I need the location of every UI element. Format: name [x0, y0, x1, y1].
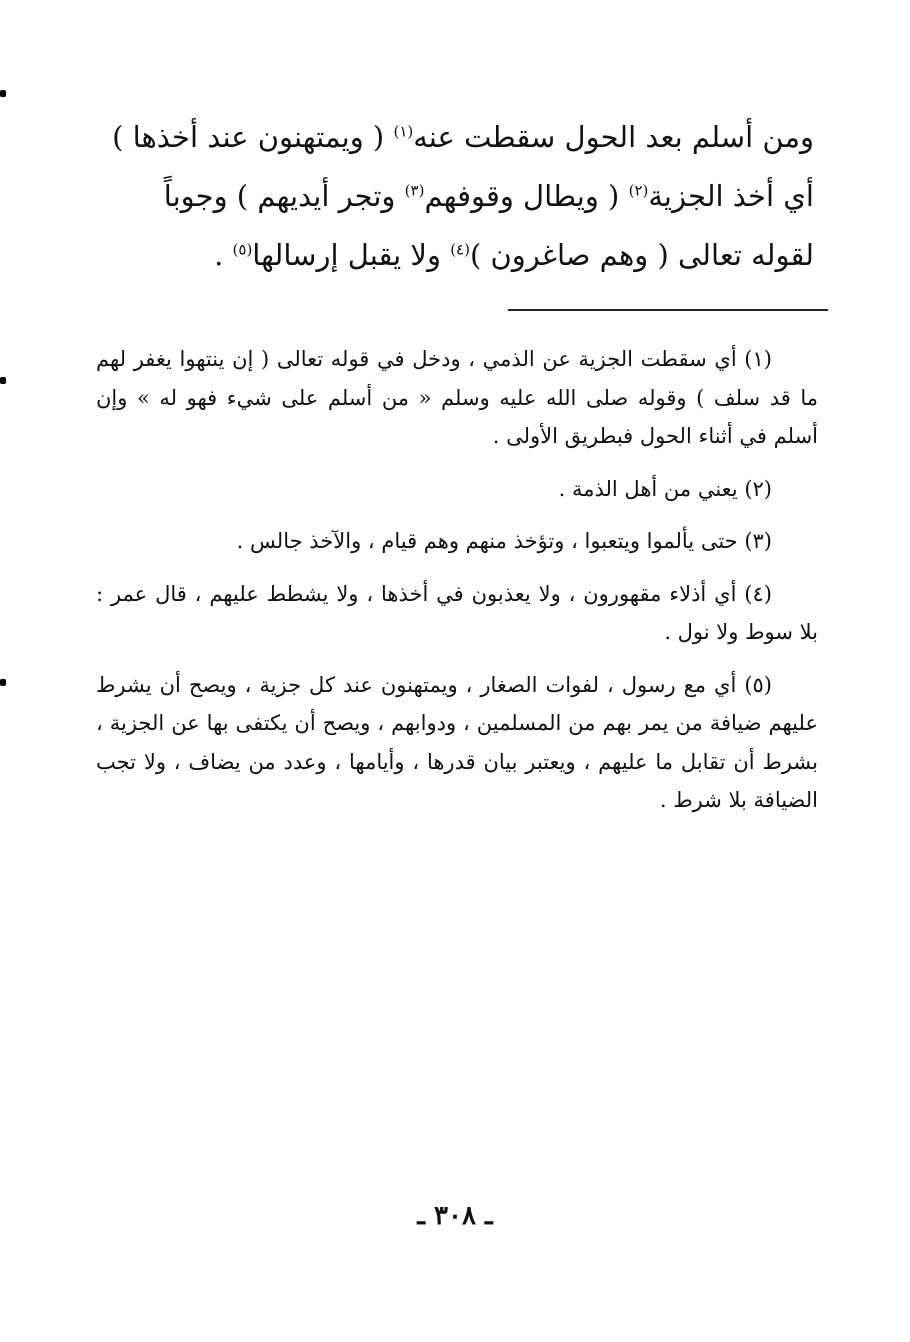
footnote-separator [508, 309, 828, 311]
page-number: ـ ٣٠٨ ـ [417, 1201, 493, 1231]
text-run: لقوله تعالى ( وهم صاغرون ) [469, 238, 814, 272]
main-line [96, 226, 814, 285]
main-line [96, 167, 814, 226]
footnote-marker[interactable]: (٤) [450, 240, 470, 259]
scan-mark [0, 90, 6, 97]
scan-mark [0, 377, 6, 384]
footnote: (٢) يعني من أهل الذمة . [558, 476, 772, 501]
main-line [96, 108, 814, 167]
text-run: ولا يقبل إرسالها [252, 238, 451, 272]
footnotes [96, 340, 818, 834]
footnote: (٥) أي مع رسول ، لفوات الصغار ، ويمتهنون عند كل جزية ، ويصح أن يشرط عليهم ضيافة من يمر بهم من المسلمين ، ودوابهم ، ويصح أن يكتفى بها عن الجزية ، بشرط أن تقابل ما عليهم ، ويعتبر بيان قدرها ، وأيامها ، وعدد من يضاف ، ولا تجب الضيافة بلا شرط . [96, 672, 818, 812]
footnote: (١) أي سقطت الجزية عن الذمي ، ودخل في قوله تعالى ( إن ينتهوا يغفر لهم ما قد سلف ) وقوله صلى الله عليه وسلم « من أسلم على شيء فهو له » وإن أسلم في أثناء الحول فبطريق الأولى . [96, 347, 818, 448]
footnote: (٣) حتى يألموا ويتعبوا ، وتؤخذ منهم وهم قيام ، والآخذ جالس . [236, 529, 772, 553]
text-run: . [214, 238, 233, 272]
footnote-marker[interactable]: (١) [393, 122, 414, 141]
scan-mark [0, 679, 6, 686]
main-text [96, 108, 814, 285]
text-run: أي أخذ الجزية [648, 179, 814, 213]
text-run: ومن أسلم بعد الحول سقطت عنه [413, 120, 814, 154]
footnote: (٤) أي أذلاء مقهورون ، ولا يعذبون في أخذها ، ولا يشطط عليهم ، قال عمر : بلا سوط ولا نول . [96, 581, 818, 644]
footnote-marker[interactable]: (٣) [404, 181, 425, 200]
text-run: ( ويمتهنون عند أخذها ) [112, 120, 394, 154]
text-run: وتجر أيديهم ) وجوباً [163, 179, 405, 213]
text-run: ( ويطال وقوفهم [424, 179, 629, 213]
footnote-marker[interactable]: (٢) [628, 181, 649, 200]
footnote-marker[interactable]: (٥) [232, 240, 253, 259]
